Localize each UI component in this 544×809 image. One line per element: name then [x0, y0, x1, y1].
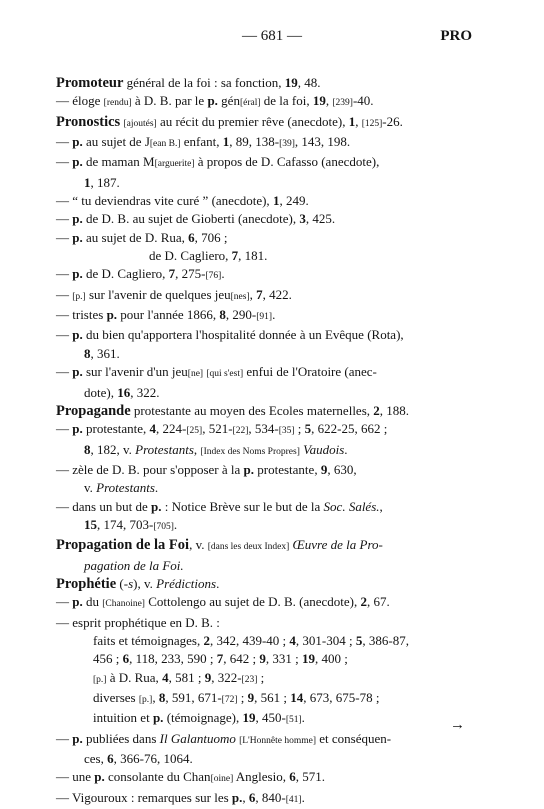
index-line — [56, 326, 486, 344]
bracket-note: [p.] — [93, 674, 107, 685]
text-run: faits et témoignages, — [93, 632, 204, 648]
text-run: ; — [237, 690, 248, 705]
bracket-note: [nes] — [230, 291, 250, 302]
text-run: . — [272, 307, 276, 323]
index-line — [56, 593, 486, 613]
bold-ref: 4 — [149, 421, 157, 437]
bold-ref: 19 — [284, 75, 298, 90]
index-line — [56, 479, 486, 497]
index-line — [56, 74, 486, 92]
text-run: à D. B. par le — [131, 93, 208, 109]
bracket-note: [41] — [285, 794, 302, 805]
page-number: — 681 — — [242, 28, 302, 44]
bracket-note: [oine] — [210, 774, 234, 785]
text-run: au sujet de J — [82, 134, 150, 150]
bold-ref: 4 — [162, 669, 169, 685]
bold-ref: 8 — [84, 441, 91, 457]
text-run: . — [301, 789, 305, 805]
page-header — [0, 28, 544, 48]
bold-ref: 6 — [107, 751, 114, 767]
italic-ref: pagation de la Foi. — [84, 557, 184, 573]
text-run: de maman M — [82, 154, 155, 170]
text-run: — “ tu deviendras vite curé ” (anecdote), — [56, 193, 273, 209]
text-run: du bien qu'apportera l'hospitalité donnée à un Evêque (Rota), — [82, 327, 404, 343]
text-run: sur l'avenir d'un jeu — [82, 364, 188, 380]
index-line — [56, 265, 486, 285]
bold-ref: p. — [72, 134, 83, 150]
headword: Promoteur — [56, 75, 124, 91]
bold-ref: p. — [207, 93, 218, 109]
bold-ref: 1 — [272, 193, 280, 209]
text-run: , 174, 703- — [97, 516, 154, 532]
text-run: , — [379, 498, 383, 514]
bold-ref: 2 — [360, 594, 368, 610]
text-run: — une — [56, 769, 95, 785]
index-line — [56, 363, 486, 383]
text-run: , v. — [189, 537, 208, 553]
text-run: ), v. — [133, 575, 157, 591]
index-line — [56, 247, 486, 265]
text-run: . — [173, 516, 178, 532]
italic-ref: Œuvre de la Pro- — [292, 537, 383, 553]
text-run: — zèle de D. B. pour s'opposer à la — [56, 461, 244, 477]
headword: Propagation de la Foi — [56, 537, 190, 554]
text-run: — tristes — [56, 307, 107, 323]
text-run: — — [56, 266, 73, 282]
bracket-note: [ne] — [187, 369, 204, 380]
bold-ref: p. — [231, 789, 243, 805]
bold-ref: 7 — [256, 286, 263, 302]
text-run: protestante, — [254, 461, 321, 477]
text-run: à propos de D. Cafasso (anecdote), — [194, 154, 380, 170]
bold-ref: 7 — [216, 651, 224, 667]
text-run: , 275- — [175, 266, 206, 282]
bold-ref: 2 — [203, 632, 210, 648]
bracket-note: [25] — [186, 426, 203, 437]
index-line — [56, 345, 486, 363]
index-line — [56, 133, 486, 153]
text-run: ( — [116, 575, 124, 591]
text-run: pour l'année 1866, — [117, 307, 220, 323]
bold-ref: 7 — [231, 248, 239, 264]
index-line — [56, 575, 486, 593]
bold-ref: 7 — [168, 266, 176, 282]
text-run: , 342, 439-40 ; — [209, 632, 290, 648]
bold-ref: 9 — [247, 690, 255, 705]
bracket-note: [125] — [361, 118, 383, 129]
bold-ref: 1 — [222, 134, 230, 150]
bold-ref: 6 — [122, 651, 130, 667]
italic-ref: Prédictions — [156, 575, 217, 591]
text-run: , 840- — [255, 789, 286, 805]
text-run: , — [249, 286, 257, 302]
text-run: — — [56, 229, 73, 245]
index-line — [56, 632, 486, 650]
text-run: enfui de l'Oratoire (anec- — [243, 364, 377, 380]
index-line — [56, 750, 486, 768]
bold-ref: 4 — [289, 632, 296, 648]
text-run: , 67. — [367, 594, 390, 610]
bold-ref: 16 — [117, 384, 131, 400]
text-run: , 400 ; — [315, 651, 348, 667]
text-run: — — [56, 421, 73, 437]
text-run: , 422. — [262, 286, 292, 302]
running-head: PRO — [440, 28, 472, 44]
text-run: , 361. — [90, 345, 120, 361]
text-run: , 249. — [279, 193, 309, 209]
text-run: , — [355, 113, 362, 129]
bold-ref: 2 — [373, 402, 380, 418]
bold-ref: 8 — [219, 307, 226, 323]
text-run: , 450- — [255, 710, 286, 726]
text-run: — — [56, 594, 73, 610]
bracket-note: [dans les deux Index] — [207, 542, 290, 553]
index-line — [56, 789, 486, 809]
bold-ref: p. — [72, 421, 83, 437]
text-run: de la foi, — [260, 93, 313, 109]
bracket-note: [72] — [221, 695, 238, 705]
text-run: Anglesio, — [233, 769, 290, 785]
text-run: . — [221, 266, 225, 282]
text-run: intuition et — [93, 710, 153, 726]
text-run: gén — [217, 93, 240, 109]
index-line — [56, 461, 486, 479]
index-line — [56, 210, 486, 228]
headword: Pronostics — [56, 113, 121, 130]
bold-ref: p. — [106, 307, 118, 323]
text-run: , 331 ; — [265, 651, 303, 667]
bold-ref: 1 — [348, 113, 356, 129]
bracket-note: [76] — [205, 271, 222, 282]
bold-ref: 9 — [204, 669, 212, 685]
bracket-note: [L'Honnête homme] — [239, 735, 316, 746]
bracket-note: [91] — [256, 312, 273, 323]
index-line — [56, 113, 486, 133]
bold-ref: p. — [72, 211, 83, 227]
index-line — [56, 650, 486, 668]
text-run: — éloge — [56, 93, 104, 109]
bracket-note: [ajoutés] — [123, 118, 157, 129]
text-run: protestante au moyen des Ecoles maternelles, — [130, 402, 374, 418]
text-run: de D. Cagliero, — [82, 266, 169, 282]
bold-ref: p. — [72, 594, 83, 610]
bracket-note: [p.] — [138, 695, 153, 705]
index-line — [56, 384, 486, 402]
text-run: — dans un but de — [56, 498, 151, 514]
bracket-note: [35] — [278, 426, 295, 437]
text-run: diverses — [93, 690, 139, 705]
text-run: du — [82, 594, 103, 610]
bold-ref: p. — [94, 769, 105, 785]
index-line — [56, 192, 486, 210]
bracket-note: [Chanoine] — [102, 599, 145, 610]
text-run: de D. Cagliero, — [149, 248, 232, 264]
text-run: — — [56, 134, 73, 150]
bold-ref: 6 — [248, 789, 256, 805]
text-run: , 301-304 ; — [295, 632, 356, 648]
index-line — [56, 174, 486, 192]
index-line — [56, 557, 486, 575]
bold-ref: p. — [243, 461, 255, 477]
text-run: , 187. — [90, 174, 120, 190]
text-run: , 322- — [211, 669, 242, 685]
text-run: (témoignage), — [163, 710, 243, 726]
text-run: protestante, — [82, 421, 150, 437]
text-run: à D. Rua, — [106, 669, 163, 685]
continuation-arrow-icon: → — [450, 717, 465, 733]
text-run: , 630, — [327, 461, 357, 477]
text-run: -26. — [382, 113, 403, 129]
index-line — [56, 516, 486, 536]
bold-ref: 19 — [242, 710, 256, 726]
text-run: ces, — [84, 751, 108, 767]
italic-ref: Protestants — [96, 480, 155, 496]
bold-ref: p. — [72, 154, 83, 170]
text-run: Cottolengo au sujet de D. B. (anecdote), — [144, 594, 361, 610]
bracket-note: [rendu] — [103, 98, 132, 109]
bold-ref: 9 — [320, 461, 328, 477]
text-run: 456 ; — [93, 651, 123, 667]
text-run: consolante du Chan — [104, 769, 211, 785]
bold-ref: 5 — [355, 632, 363, 648]
text-run: , 143, 198. — [294, 134, 351, 150]
text-run: , 534- — [248, 421, 279, 437]
text-run: sur l'avenir de quelques jeu — [85, 286, 231, 302]
text-run: , 425. — [305, 211, 336, 227]
text-run: -40. — [352, 93, 374, 109]
text-run: , 642 ; — [223, 651, 260, 667]
text-run: — esprit prophétique en D. B. : — [56, 614, 220, 630]
text-run: dote), — [84, 384, 118, 400]
text-run: , 366-76, 1064. — [113, 751, 193, 767]
text-run: — — [56, 154, 73, 170]
bracket-note: [p.] — [72, 291, 86, 302]
italic-ref: Protestants — [135, 441, 194, 457]
text-run: , 581 ; — [168, 669, 205, 685]
bracket-note: [51] — [285, 715, 302, 726]
text-run: enfant, — [180, 134, 223, 150]
bold-ref: 3 — [299, 211, 306, 227]
bracket-note: [239] — [332, 98, 353, 109]
text-run: et conséquen- — [316, 730, 392, 746]
index-line — [56, 669, 486, 689]
bold-ref: 9 — [259, 651, 266, 667]
text-run: . — [301, 710, 305, 726]
text-run: , 571. — [295, 769, 325, 785]
bold-ref: 1 — [84, 174, 91, 190]
index-line — [56, 420, 486, 440]
headword: Propagande — [56, 402, 131, 419]
text-run: , — [242, 789, 249, 805]
index-line — [56, 730, 486, 750]
text-run: , 706 ; — [194, 229, 228, 245]
text-run: publiées dans — [82, 730, 160, 746]
italic-ref: Il Galantuomo — [159, 730, 236, 746]
index-entries — [56, 74, 486, 809]
text-run: . — [344, 441, 348, 457]
text-run: , — [152, 690, 159, 705]
text-run: , 521- — [202, 421, 233, 437]
bracket-note: [39] — [279, 139, 295, 150]
bold-ref: 5 — [304, 421, 312, 437]
bold-ref: p. — [72, 730, 83, 746]
bracket-note: [éral] — [239, 98, 261, 109]
text-run: , 188. — [379, 402, 410, 418]
index-line — [56, 402, 486, 420]
text-run: . — [154, 480, 159, 496]
text-run: ; — [257, 669, 265, 685]
text-run: — — [56, 286, 73, 302]
index-line — [56, 92, 486, 112]
index-line — [56, 709, 486, 729]
text-run: , 622-25, 662 ; — [311, 421, 388, 437]
text-run: , 182, v. — [90, 441, 136, 457]
bracket-note: [ean B.] — [149, 139, 181, 150]
text-run: — — [56, 327, 73, 343]
text-run: général de la foi : sa fonction, — [123, 75, 285, 90]
text-run: ; — [294, 421, 305, 437]
bold-ref: p. — [72, 364, 83, 380]
bold-ref: 8 — [84, 345, 91, 361]
bold-ref: p. — [72, 327, 83, 343]
text-run: — Vigouroux : remarques sur les — [56, 789, 232, 805]
bracket-note: [arguerite] — [154, 159, 195, 170]
text-run: . — [216, 575, 220, 591]
index-line — [56, 153, 486, 173]
text-run: — — [56, 730, 73, 746]
index-line — [56, 614, 486, 632]
text-run: , 89, 138- — [229, 134, 280, 150]
bold-ref: p. — [150, 498, 162, 514]
bracket-note: [Index des Noms Propres] — [200, 446, 300, 457]
text-run: , 118, 233, 590 ; — [129, 651, 217, 667]
bracket-note: [22] — [232, 426, 249, 437]
text-run: : Notice Brève sur le but de la — [161, 498, 324, 514]
text-run: au récit du premier rêve (anecdote), — [156, 113, 349, 129]
bold-ref: p. — [152, 710, 164, 726]
text-run: , 591, 671- — [165, 690, 222, 705]
bold-ref: 19 — [312, 93, 326, 109]
index-line — [56, 286, 486, 306]
text-run: , 290- — [225, 307, 257, 323]
bracket-note: [qui s'est] — [206, 369, 244, 380]
bold-ref: 15 — [84, 516, 97, 532]
text-run: , 673, 675-78 ; — [303, 690, 380, 705]
bold-ref: 19 — [302, 651, 316, 667]
text-run: , 386-87, — [362, 632, 409, 648]
index-line — [56, 536, 486, 556]
bold-ref: p. — [72, 229, 83, 245]
index-line — [56, 306, 486, 326]
bracket-note: [23] — [241, 674, 258, 685]
text-run: , 561 ; — [254, 690, 291, 705]
index-line — [56, 498, 486, 516]
text-run: , 181. — [238, 248, 268, 264]
index-line — [56, 689, 486, 709]
index-line — [56, 229, 486, 247]
text-run: , — [193, 441, 201, 457]
text-run: — — [56, 364, 73, 380]
italic-ref: Soc. Salés. — [323, 498, 380, 514]
text-run: , 48. — [297, 75, 321, 90]
italic-ref: -s — [123, 575, 134, 591]
bold-ref: 8 — [158, 690, 166, 705]
text-run: — — [56, 211, 73, 227]
bold-ref: 14 — [290, 690, 304, 705]
index-line — [56, 768, 486, 788]
text-run: v. — [84, 480, 97, 496]
bold-ref: p. — [72, 266, 83, 282]
italic-ref: Vaudois — [303, 441, 345, 457]
text-run: , 322. — [130, 384, 160, 400]
bold-ref: 6 — [289, 769, 296, 785]
text-run: de D. B. au sujet de Gioberti (anecdote), — [82, 211, 300, 227]
text-run: au sujet de D. Rua, — [82, 229, 189, 245]
text-run: , 224- — [156, 421, 187, 437]
text-run: , — [325, 93, 333, 109]
headword: Prophétie — [56, 575, 117, 592]
bold-ref: 6 — [188, 229, 195, 245]
bracket-note: [705] — [153, 521, 174, 532]
index-line — [56, 441, 486, 461]
